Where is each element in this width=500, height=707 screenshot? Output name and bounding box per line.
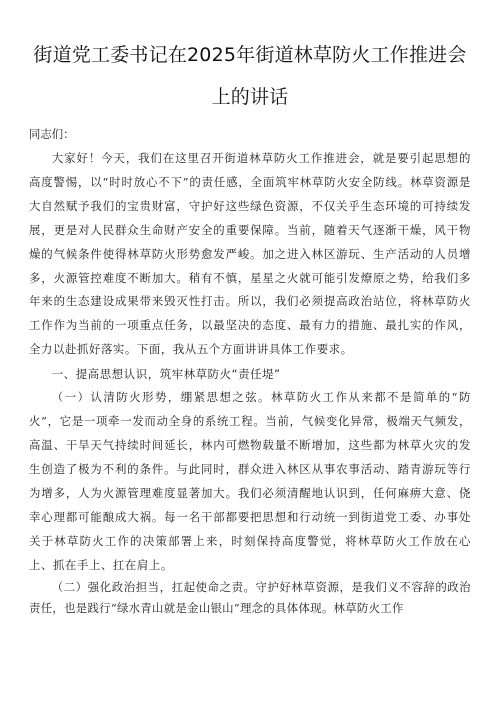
subsection-paragraph-1: （一）认清防火形势，绷紧思想之弦。林草防火工作从来都不是简单的“防火”，它是一项牵一发而动全身的系统工程。当前，气候变化异常，极端天气频发，高温、干旱天气持续时间延长，林内可燃物载量不断增加，这些都为林草火灾的发生创造了极为不利的条件。与此同时，群众进入林区从事农事活动、踏青游玩等行为增多，人为火源管理难度显著加大。我们必须清醒地认识到，任何麻痹大意、侥幸心理都可能酿成大祸。每一名干部都要把思想和行动统一到街道党工委、办事处关于林草防火工作的决策部署上来，时刻保持高度警觉，将林草防火工作放在心上、抓在手上、扛在肩上。 — [29, 390, 471, 572]
section-heading: 一、提高思想认识，筑牢林草防火“责任堤” — [51, 367, 281, 382]
intro-paragraph: 大家好！今天，我们在这里召开街道林草防火工作推进会，就是要引起思想的高度警惕，以“时时放心不下”的责任感，全面筑牢林草防火安全防线。林草资源是大自然赋予我们的宝贵财富，守护好这些绿色资源，不仅关乎生态环境的可持续发展，更是对人民群众生命财产安全的重要保障。当前，随着天气逐渐干燥，风干物燥的气候条件使得林草防火形势愈发严峻。加之进入林区游玩、生产活动的人员增多，火源管控难度不断加大。稍有不慎，星星之火就可能引发燎原之势，给我们多年来的生态建设成果带来毁灭性打击。所以，我们必须提高政治站位，将林草防火工作作为当前的一项重点任务，以最坚决的态度、最有力的措施、最扎实的作风，全力以赴抓好落实。下面，我从五个方面讲讲具体工作要求。 — [29, 151, 471, 357]
document-title: 街道党工委书记在2025年街道林草防火工作推进会上的讲话 — [33, 44, 467, 108]
salutation: 同志们： — [29, 127, 75, 141]
subsection-paragraph-2: （二）强化政治担当，扛起使命之责。守护好林草资源，是我们义不容辞的政治责任，也是践行“绿水青山就是金山银山”理念的具体体现。林草防火工作 — [29, 580, 471, 616]
